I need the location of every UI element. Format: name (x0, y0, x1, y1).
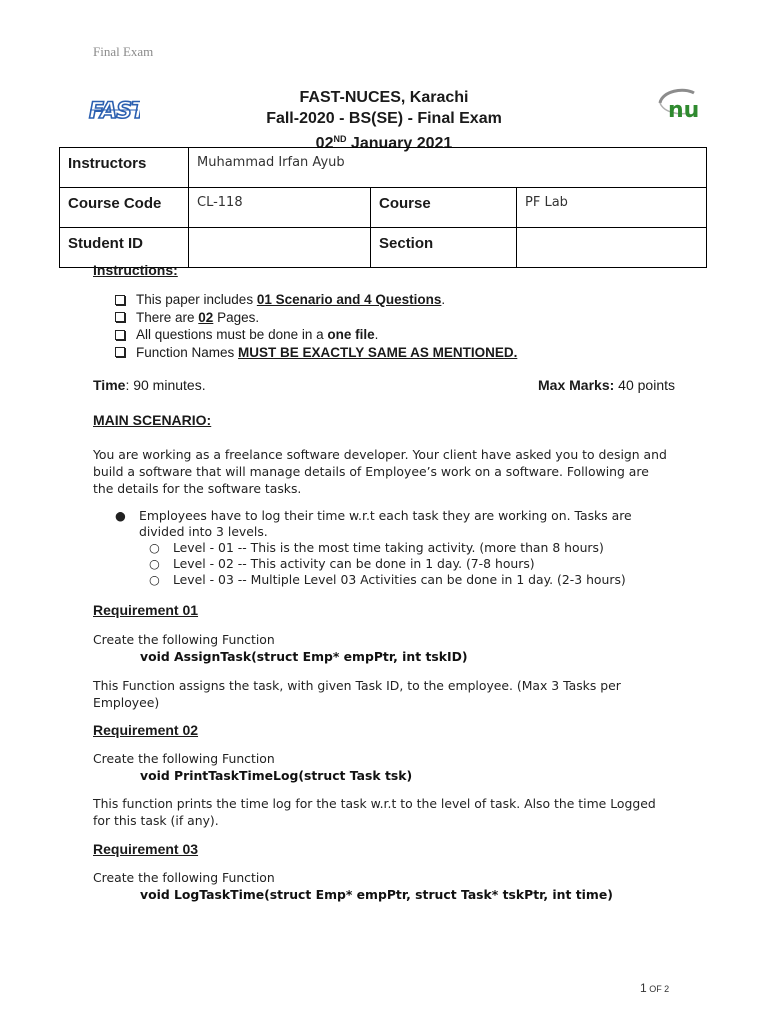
bullet-circle-icon: ○ (149, 540, 160, 555)
running-header: Final Exam (93, 44, 154, 59)
page-number: 1 OF 2 (640, 981, 670, 995)
list-item: All questions must be done in a one file. (115, 326, 675, 344)
function-signature: void LogTaskTime(struct Emp* empPtr, struct Task* tskPtr, int time) (140, 887, 613, 902)
list-item: ● Employees have to log their time w.r.t each task they are working on. Tasks are divided into 3 levels. (115, 508, 632, 539)
section-field[interactable] (517, 228, 707, 268)
level-item: ○ Level - 02 -- This activity can be done in 1 day. (7-8 hours) (149, 556, 535, 571)
exam-info-table (59, 147, 707, 268)
scenario-bullet-list (115, 508, 675, 588)
requirement-03-function: Create the following Function void LogTaskTime(struct Emp* empPtr, struct Task* tskPtr, int time) (93, 869, 673, 903)
requirement-02-description: This function prints the time log for the task w.r.t to the level of task. Also the time Logged for this task (if any). (93, 796, 656, 828)
checkbox-bullet-icon (115, 312, 125, 322)
course-code-value: CL-118 (189, 188, 371, 228)
table-row (60, 188, 707, 228)
requirement-01-heading: Requirement 01 (93, 602, 199, 618)
nu-logo (654, 85, 708, 123)
course-code-label: Course Code (60, 188, 189, 228)
exam-date: 02ND January 2021 (315, 134, 453, 152)
function-signature: void PrintTaskTimeLog(struct Task tsk) (140, 768, 413, 783)
bullet-circle-icon: ○ (149, 556, 160, 571)
requirement-02-heading: Requirement 02 (93, 722, 199, 738)
function-signature: void AssignTask(struct Emp* empPtr, int tskID) (140, 649, 468, 664)
table-row (60, 148, 707, 188)
list-item: This paper includes 01 Scenario and 4 Questions. (115, 291, 675, 309)
exam-title (160, 87, 608, 154)
institution-name: FAST-NUCES, Karachi (299, 89, 469, 106)
exam-name: Fall-2020 - BS(SE) - Final Exam (266, 110, 502, 127)
instructions-heading: Instructions: (93, 262, 178, 278)
checkbox-bullet-icon (115, 295, 125, 305)
svg-text:FAST: FAST (89, 99, 140, 124)
student-id-label: Student ID (60, 228, 189, 268)
list-item: Function Names MUST BE EXACTLY SAME AS MENTIONED. (115, 344, 675, 362)
student-id-field[interactable] (189, 228, 371, 268)
level-item: ○ Level - 03 -- Multiple Level 03 Activities can be done in 1 day. (2-3 hours) (149, 572, 626, 587)
instructions-list (115, 291, 675, 361)
instructors-value: Muhammad Irfan Ayub (189, 148, 707, 188)
course-label: Course (371, 188, 517, 228)
bullet-dot-icon: ● (115, 508, 126, 523)
max-marks-info: Max Marks: 40 points (538, 377, 675, 393)
main-scenario-heading: MAIN SCENARIO: (93, 412, 212, 428)
section-label: Section (371, 228, 517, 268)
fast-logo (88, 96, 140, 124)
course-value: PF Lab (517, 188, 707, 228)
requirement-01-function: Create the following Function void AssignTask(struct Emp* empPtr, int tskID) (93, 631, 673, 665)
instructors-label: Instructors (60, 148, 189, 188)
checkbox-bullet-icon (115, 347, 125, 357)
bullet-circle-icon: ○ (149, 572, 160, 587)
list-item: There are 02 Pages. (115, 309, 675, 327)
requirement-02-function: Create the following Function void PrintTaskTimeLog(struct Task tsk) (93, 750, 673, 784)
checkbox-bullet-icon (115, 330, 125, 340)
svg-text:nu: nu (668, 98, 700, 123)
time-marks-row (93, 377, 675, 393)
requirement-01-description: This Function assigns the task, with given Task ID, to the employee. (Max 3 Tasks per Employee) (93, 678, 621, 710)
requirement-03-heading: Requirement 03 (93, 841, 199, 857)
time-info: Time: 90 minutes. (93, 377, 206, 393)
scenario-paragraph: You are working as a freelance software developer. Your client have asked you to design and build a software that will manage details of Employee’s work on a software. Following are the details for the software tasks. (93, 447, 667, 496)
level-item: ○ Level - 01 -- This is the most time taking activity. (more than 8 hours) (149, 540, 604, 555)
